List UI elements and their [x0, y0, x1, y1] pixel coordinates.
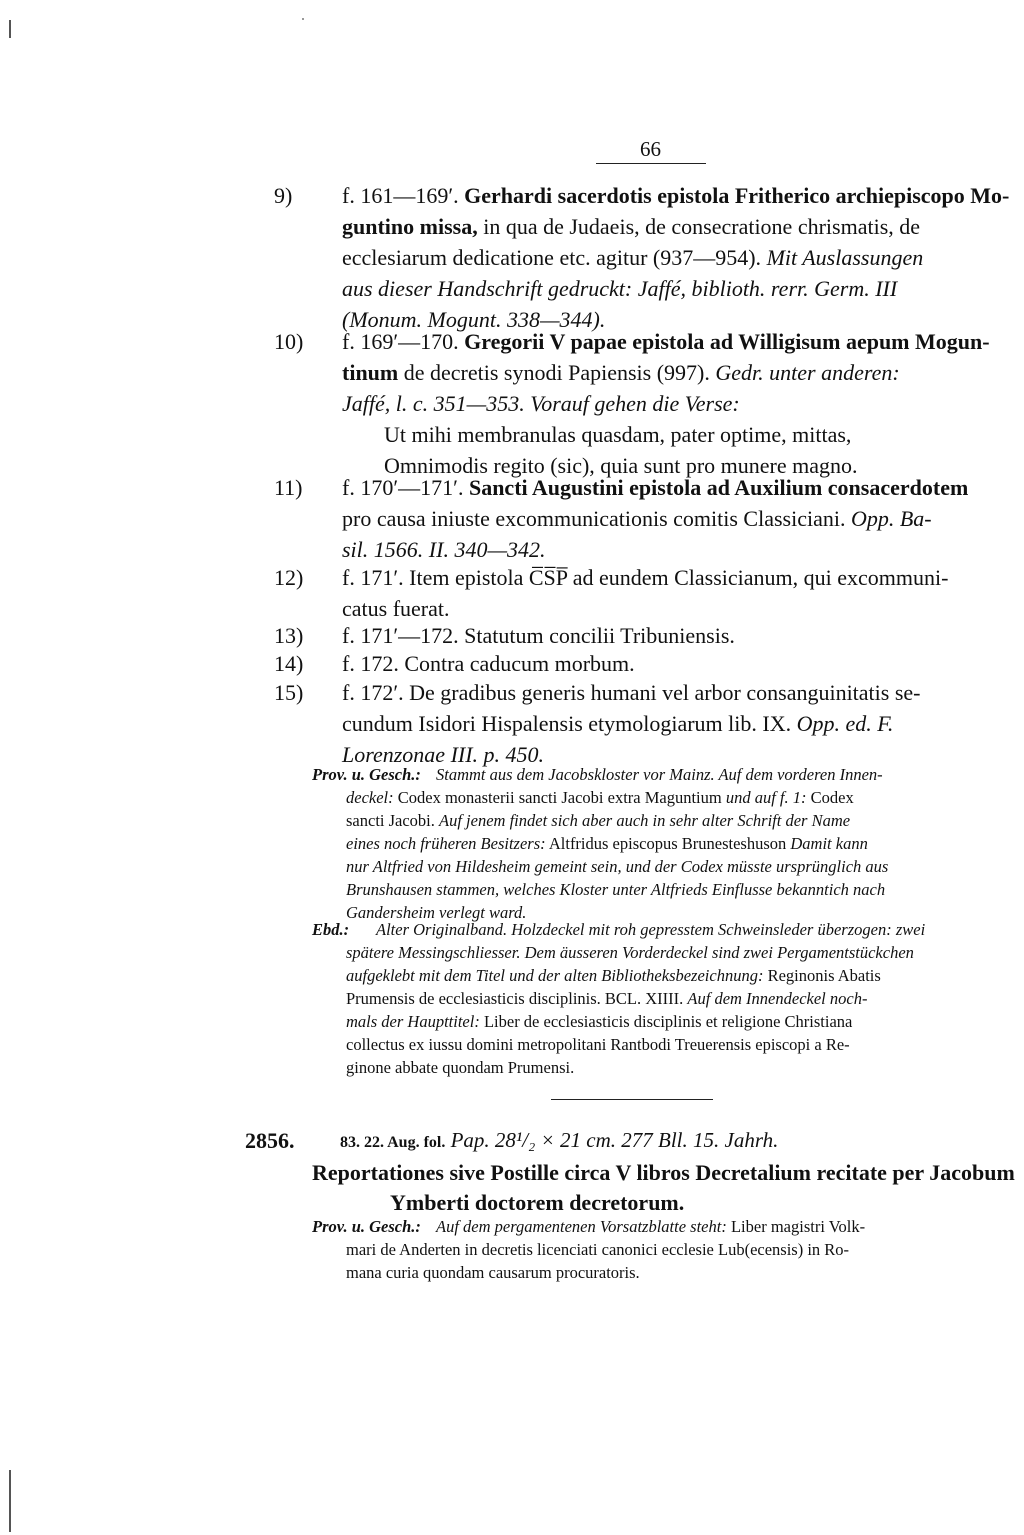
note-line — [346, 832, 1004, 855]
note-lead: Prov. u. Gesch.: — [312, 1217, 421, 1236]
scan-speck — [302, 18, 304, 20]
text-run: in qua de Judaeis, de consecratione chrismatis, de — [477, 214, 921, 239]
entry-line — [342, 562, 1004, 593]
entry-line — [342, 534, 1004, 565]
item-title-line: Ymberti doctorem decretorum. — [390, 1190, 685, 1215]
text-run: Auf dem Innendeckel noch- — [687, 989, 868, 1008]
item-title-line: Reportationes sive Postille circa V libros Decretalium recitate per Jacobum — [312, 1160, 1015, 1185]
text-run: guntino missa, — [342, 214, 478, 239]
entry-line — [342, 708, 1004, 739]
entry-line — [342, 472, 1004, 503]
verse-line: Ut mihi membranulas quasdam, pater optime, mittas, — [384, 422, 852, 447]
entry-line — [342, 677, 1004, 708]
note-lead: Prov. u. Gesch.: — [312, 765, 421, 784]
text-run: pro causa iniuste excommunicationis comitis Classiciani. — [342, 506, 851, 531]
note-line — [346, 987, 1004, 1010]
text-run: cundum Isidori Hispalensis etymologiarum lib. IX. — [342, 711, 797, 736]
text-run: Gedr. unter anderen: — [715, 360, 900, 385]
section-divider — [551, 1099, 713, 1100]
text-run: Alter Originalband. Holzdeckel mit roh gepresstem Schweinsleder überzogen: zwei — [376, 920, 926, 939]
entry-number: 15) — [274, 680, 304, 705]
entry-line — [342, 648, 1004, 679]
text-run: mana curia quondam causarum procuratoris. — [346, 1263, 640, 1282]
note-line — [346, 1261, 1004, 1284]
text-run: eines noch früheren Besitzers: — [346, 834, 546, 853]
text-run: Gregorii V papae epistola ad Willigisum aepum Mogun- — [464, 329, 990, 354]
entry-line — [342, 503, 1004, 534]
entry-line — [342, 180, 1010, 211]
catalog-entry — [274, 326, 1004, 481]
note-line — [346, 1215, 1004, 1238]
text-run: f. 172′. De gradibus generis humani vel arbor consanguinitatis se- — [342, 680, 921, 705]
entry-line — [342, 388, 1004, 419]
text-run: de decretis synodi Papiensis (997). — [398, 360, 716, 385]
entry-line — [342, 211, 1004, 242]
text-run: catus fuerat. — [342, 596, 450, 621]
text-run: Codex monasterii sancti Jacobi extra Maguntium — [393, 788, 726, 807]
text-run: deckel: — [346, 788, 394, 807]
text-run: Brunshausen stammen, welches Kloster unter Altfrieds Einflusse bekanntich nach — [346, 880, 886, 899]
text-run: mals der Haupttitel: — [346, 1012, 480, 1031]
entry-line — [342, 326, 1004, 357]
text-run: Gerhardi sacerdotis epistola Fritherico archiepiscopo Mo- — [464, 183, 1010, 208]
text-run: (Monum. Mogunt. 338—344). — [342, 307, 606, 332]
text-run: spätere Messingschliesser. Dem äusseren Vorderdeckel sind zwei Pergamentstückchen — [346, 943, 914, 962]
note-line — [346, 809, 1004, 832]
text-run: tinum — [342, 360, 399, 385]
scan-edge-mark — [9, 1470, 11, 1532]
text-run: und auf f. 1: — [725, 788, 807, 807]
catalog-entry — [274, 472, 1004, 565]
text-run: Opp. ed. F. — [796, 711, 894, 736]
entry-line — [342, 242, 1004, 273]
note-line — [346, 878, 1004, 901]
note-line — [346, 1010, 1004, 1033]
text-run: f. 171′—172. Statutum concilii Tribuniensis. — [342, 623, 735, 648]
text-run: f. 169′—170. — [342, 329, 465, 354]
entry-number: 12) — [274, 565, 304, 590]
entry-line — [342, 273, 1004, 304]
item-number: 2856. — [245, 1128, 295, 1153]
text-run: Sancti Augustini epistola ad Auxilium consacerdotem — [468, 475, 969, 500]
note-block — [312, 918, 1004, 1079]
scan-edge-mark — [9, 20, 11, 38]
note-block — [312, 763, 1004, 924]
note-line — [346, 941, 1004, 964]
entry-number: 10) — [274, 329, 304, 354]
text-run: ginone abbate quondam Prumensi. — [346, 1058, 575, 1077]
text-run: Jaffé, l. c. 351—353. Vorauf gehen die Verse: — [342, 391, 740, 416]
text-run: f. 170′—171′. — [342, 475, 469, 500]
note-line — [346, 855, 1004, 878]
text-run: Auf jenem findet sich aber auch in sehr alter Schrift der Name — [439, 811, 851, 830]
entry-line — [342, 357, 1004, 388]
item-physical-description: Pap. 28¹/₂ × 21 cm. 277 Bll. 15. Jahrh. — [450, 1128, 779, 1152]
header-rule — [596, 163, 706, 164]
note-line — [346, 1033, 1004, 1056]
catalog-entry — [274, 648, 1004, 679]
item-title — [312, 1158, 1015, 1218]
text-run: Liber magistri Volk- — [726, 1217, 866, 1236]
catalog-entry — [274, 620, 1004, 651]
text-run: f. 171′. Item epistola C̅S̅P̅ ad eundem Classicianum, qui excommuni- — [342, 565, 949, 590]
text-run: Opp. Ba- — [850, 506, 932, 531]
text-run: collectus ex iussu domini metropolitani Rantbodi Treuerensis episcopi a Re- — [346, 1035, 850, 1054]
entry-number: 9) — [274, 183, 293, 208]
verse-line: Omnimodis regito (sic), quia sunt pro munere magno. — [384, 453, 858, 478]
text-run: Mit Auslassungen — [766, 245, 924, 270]
note-line — [346, 1238, 1004, 1261]
text-run: nur Altfried von Hildesheim gemeint sein, und der Codex müsste ursprünglich aus — [346, 857, 889, 876]
text-run: f. 172. Contra caducum morbum. — [342, 651, 635, 676]
entry-number: 14) — [274, 651, 304, 676]
text-run: Stammt aus dem Jacobskloster vor Mainz. Auf dem vorderen Innen- — [436, 765, 883, 784]
text-run: Altfridus episcopus Brunesteshuson — [545, 834, 791, 853]
text-run: aufgeklebt mit dem Titel und der alten Bibliotheksbezeichnung: — [346, 966, 764, 985]
item-provenance-note — [312, 1215, 1004, 1284]
text-run: Prumensis de ecclesiasticis disciplinis. BCL. XIIII. — [346, 989, 688, 1008]
text-run: sancti Jacobi. — [346, 811, 440, 830]
page-number: 66 — [640, 137, 661, 161]
text-run: sil. 1566. II. 340—342. — [342, 537, 546, 562]
text-run: Gandersheim verlegt ward. — [346, 903, 527, 922]
item-header — [340, 1128, 778, 1153]
note-line — [346, 918, 1004, 941]
text-run: Reginonis Abatis — [763, 966, 881, 985]
text-run: mari de Anderten in decretis licenciati canonici ecclesie Lub(ecensis) in Ro- — [346, 1240, 850, 1259]
note-lead: Ebd.: — [312, 920, 350, 939]
catalog-entry — [274, 562, 1004, 624]
catalog-entry — [274, 677, 1004, 770]
text-run: Lorenzonae III. p. 450. — [342, 742, 545, 767]
text-run: Damit kann — [790, 834, 868, 853]
catalog-entry — [274, 180, 1010, 335]
text-run: ecclesiarum dedicatione etc. agitur (937—954). — [342, 245, 767, 270]
note-line — [346, 786, 1004, 809]
text-run: f. 161—169′. — [342, 183, 465, 208]
note-line — [346, 964, 1004, 987]
note-line — [346, 763, 1004, 786]
text-run: Codex — [806, 788, 854, 807]
entry-number: 11) — [274, 475, 303, 500]
text-run: Liber de ecclesiasticis disciplinis et religione Christiana — [479, 1012, 853, 1031]
item-shelfmark: 83. 22. Aug. fol. — [340, 1134, 446, 1151]
text-run: Auf dem pergamentenen Vorsatzblatte steht: — [436, 1217, 727, 1236]
text-run: aus dieser Handschrift gedruckt: Jaffé, biblioth. rerr. Germ. III — [342, 276, 898, 301]
note-line — [346, 1056, 1004, 1079]
entry-line — [342, 620, 1004, 651]
entry-number: 13) — [274, 623, 304, 648]
